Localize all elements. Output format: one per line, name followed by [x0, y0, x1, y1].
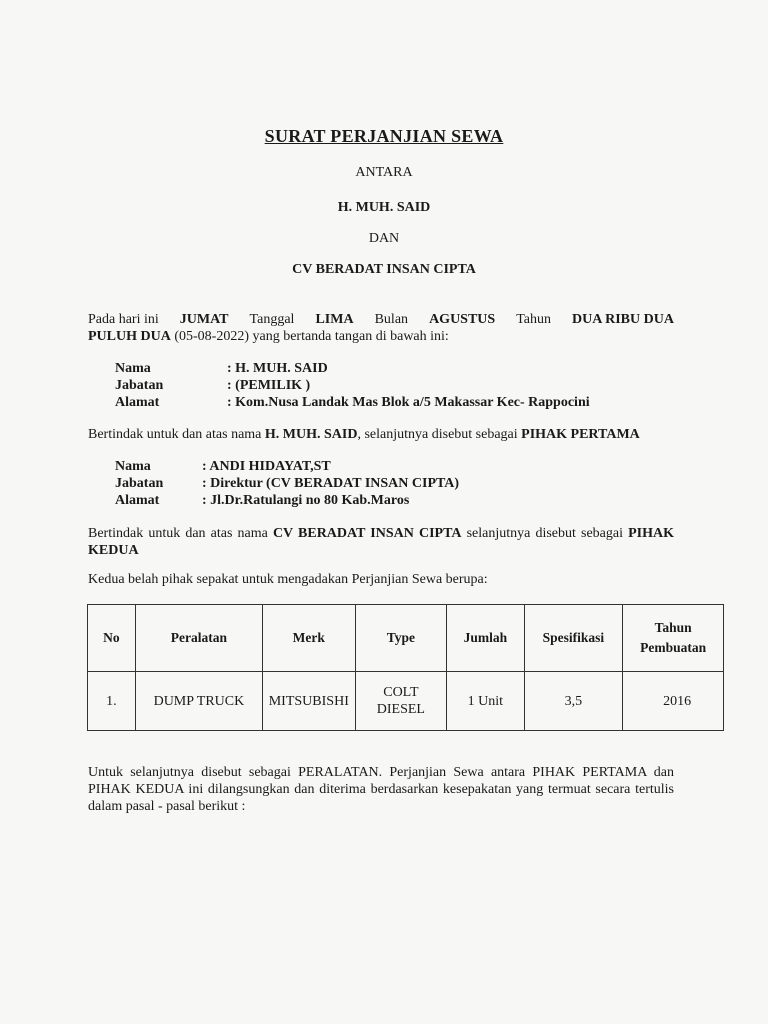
intro-text-3: Bulan: [374, 312, 409, 327]
intro-paragraph: [88, 311, 674, 345]
statement-role: PIHAK PERTAMA: [521, 427, 640, 442]
column-header: Peralatan: [135, 605, 262, 672]
table-cell: DUMP TRUCK: [135, 672, 262, 731]
statement-text-1: Bertindak untuk dan atas nama: [88, 427, 262, 442]
closing-paragraph: Untuk selanjutnya disebut sebagai PERALATAN. Perjanjian Sewa antara PIHAK PERTAMA dan PIHAK KEDUA ini dilangsungkan dan diterima berdasarkan kesepakatan yang termuat secara tertulis dalam pasal - pasal berikut :: [88, 765, 674, 814]
field-value: : H. MUH. SAID: [227, 361, 328, 376]
field-label: Jabatan: [115, 378, 164, 393]
field-value: : Kom.Nusa Landak Mas Blok a/5 Makassar Kec- Rappocini: [227, 395, 590, 410]
dan-label: DAN: [368, 231, 400, 246]
intro-month: AGUSTUS: [429, 312, 496, 327]
statement-name: H. MUH. SAID: [264, 427, 358, 442]
field-row: [115, 377, 590, 394]
agreement-intro: Kedua belah pihak sepakat untuk mengadakan Perjanjian Sewa berupa:: [88, 572, 488, 587]
first-party-fields: [115, 360, 590, 411]
statement-name: CV BERADAT INSAN CIPTA: [272, 526, 462, 541]
field-row: [115, 458, 459, 475]
document-title: SURAT PERJANJIAN SEWA: [264, 126, 504, 146]
statement-text-2: , selanjutnya disebut sebagai: [357, 427, 518, 442]
field-label: Alamat: [115, 395, 160, 410]
first-party-statement: [88, 426, 674, 443]
field-label: Alamat: [115, 493, 160, 508]
antara-label: ANTARA: [355, 165, 413, 180]
statement-role: PIHAK KEDUA: [88, 526, 674, 558]
second-party-name: CV BERADAT INSAN CIPTA: [292, 262, 476, 277]
field-row: [115, 475, 459, 492]
field-label: Nama: [115, 459, 151, 474]
statement-text-2: selanjutnya disebut sebagai: [461, 526, 623, 541]
table-cell: MITSUBISHI: [263, 672, 356, 731]
column-header: Merk: [263, 605, 356, 672]
table-cell: COLT DIESEL: [355, 672, 447, 731]
intro-text-1: Pada hari ini: [88, 312, 159, 327]
field-row: [115, 394, 590, 411]
field-value: : Direktur (CV BERADAT INSAN CIPTA): [202, 476, 460, 491]
column-header: Spesifikasi: [524, 605, 623, 672]
second-party-fields: [115, 458, 459, 509]
intro-text-4: Tahun: [516, 312, 552, 327]
intro-day: JUMAT: [179, 312, 229, 327]
field-row: [115, 360, 590, 377]
table-cell: 3,5: [524, 672, 623, 731]
field-value: : Jl.Dr.Ratulangi no 80 Kab.Maros: [202, 493, 410, 508]
table-cell: 1.: [88, 672, 136, 731]
intro-year-b: PULUH DUA: [88, 329, 171, 344]
field-value: : (PEMILIK ): [227, 378, 311, 393]
field-label: Nama: [115, 361, 151, 376]
table-row: [88, 672, 724, 731]
table-header-row: [88, 605, 724, 672]
intro-text-5: (05-08-2022) yang bertanda tangan di bawah ini:: [174, 329, 449, 344]
table-cell: 2016: [623, 672, 724, 731]
statement-text-1: Bertindak untuk dan atas nama: [88, 526, 268, 541]
intro-date: LIMA: [315, 312, 354, 327]
intro-year-a: DUA RIBU DUA: [572, 312, 674, 327]
column-header: No: [88, 605, 136, 672]
field-row: [115, 492, 459, 509]
field-value: : ANDI HIDAYAT,ST: [202, 459, 331, 474]
first-party-name: H. MUH. SAID: [337, 200, 431, 215]
second-party-statement: [88, 525, 674, 559]
column-header: Jumlah: [447, 605, 524, 672]
column-header: Tahun Pembuatan: [623, 605, 724, 672]
field-label: Jabatan: [115, 476, 164, 491]
column-header: Type: [355, 605, 447, 672]
equipment-table: [87, 604, 724, 731]
intro-text-2: Tanggal: [249, 312, 295, 327]
table-cell: 1 Unit: [447, 672, 524, 731]
